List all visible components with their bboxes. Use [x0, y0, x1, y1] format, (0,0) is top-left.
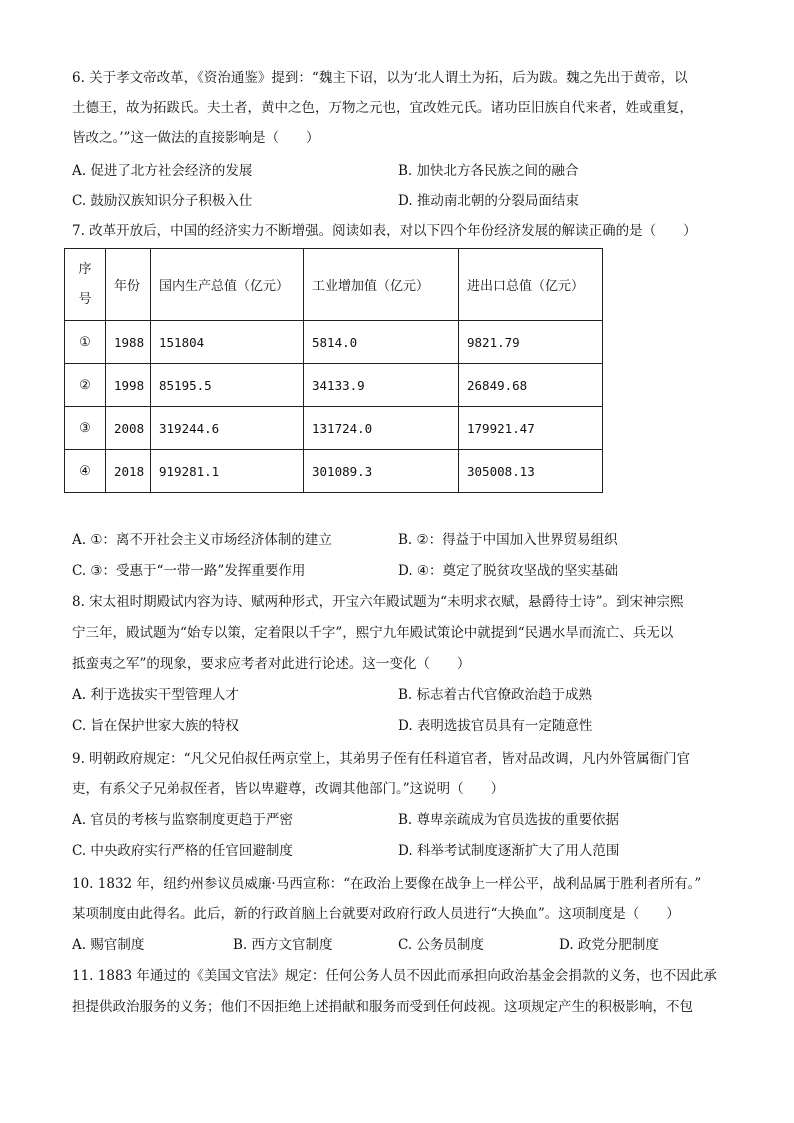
q7-option-d[interactable]: D. ④：奠定了脱贫攻坚战的坚实基础 — [398, 563, 619, 579]
economy-table — [64, 248, 603, 493]
header-seq — [65, 249, 106, 321]
q10-option-c[interactable]: C. 公务员制度 — [398, 937, 484, 953]
q8-stem-line-3: 抵蛮夷之军”的现象，要求应考者对此进行论述。这一变化（ ） — [72, 656, 471, 672]
q6-stem-line-2: 土德王，故为拓跋氏。夫土者，黄中之色，万物之元也，宜改姓元氏。诸功臣旧族自代来者，姓或重复， — [72, 100, 693, 116]
q9-stem-line-1: 9. 明朝政府规定：“凡父兄伯叔任两京堂上，其弟男子侄有任科道官者，皆对品改调，凡内外管属衙门官 — [72, 751, 691, 767]
row-industry: 5814.0 — [304, 321, 459, 364]
row-trade: 9821.79 — [459, 321, 603, 364]
row-seq: ③ — [65, 407, 106, 450]
q10-stem-line-1: 10. 1832 年，纽约州参议员威廉·马西宣称：“在政治上要像在战争上一样公平，战利品属于胜利者所有。” — [72, 876, 702, 892]
q9-option-a[interactable]: A. 官员的考核与监察制度更趋于严密 — [72, 812, 293, 828]
q9-option-d[interactable]: D. 科举考试制度逐渐扩大了用人范围 — [398, 843, 620, 859]
row-gdp: 85195.5 — [151, 364, 304, 407]
row-year: 2008 — [106, 407, 151, 450]
row-year: 1998 — [106, 364, 151, 407]
row-trade: 179921.47 — [459, 407, 603, 450]
row-seq: ① — [65, 321, 106, 364]
q6-option-c[interactable]: C. 鼓励汉族知识分子积极入仕 — [72, 193, 253, 209]
row-industry: 131724.0 — [304, 407, 459, 450]
table-header-row — [65, 249, 603, 321]
header-gdp: 国内生产总值（亿元） — [151, 249, 304, 321]
header-year: 年份 — [106, 249, 151, 321]
q7-option-b[interactable]: B. ②：得益于中国加入世界贸易组织 — [398, 532, 618, 548]
row-industry: 301089.3 — [304, 450, 459, 493]
q7-option-c[interactable]: C. ③：受惠于“一带一路”发挥重要作用 — [72, 563, 306, 579]
row-trade: 26849.68 — [459, 364, 603, 407]
q9-option-c[interactable]: C. 中央政府实行严格的任官回避制度 — [72, 843, 293, 859]
q10-option-b[interactable]: B. 西方文官制度 — [233, 937, 333, 953]
table-row — [65, 364, 603, 407]
q6-option-d[interactable]: D. 推动南北朝的分裂局面结束 — [398, 193, 579, 209]
row-gdp: 151804 — [151, 321, 304, 364]
table-row — [65, 321, 603, 364]
table-row — [65, 407, 603, 450]
q6-stem-line-1: 6. 关于孝文帝改革，《资治通鉴》提到：“魏主下诏，以为‘北人谓土为拓，后为跋。魏之先出于黄帝，以 — [72, 70, 688, 86]
row-year: 2018 — [106, 450, 151, 493]
row-gdp: 919281.1 — [151, 450, 304, 493]
q8-option-d[interactable]: D. 表明选拔官员具有一定随意性 — [398, 718, 593, 734]
q8-option-b[interactable]: B. 标志着古代官僚政治趋于成熟 — [398, 687, 593, 703]
q8-stem-line-1: 8. 宋太祖时期殿试内容为诗、赋两种形式，开宝六年殿试题为“未明求衣赋，悬爵待士诗”。到宋神宗熙 — [72, 594, 684, 610]
row-seq: ④ — [65, 450, 106, 493]
q11-stem-line-1: 11. 1883 年通过的《美国文官法》规定：任何公务人员不因此而承担向政治基金会捐款的义务，也不因此承 — [72, 968, 717, 984]
header-industry: 工业增加值（亿元） — [304, 249, 459, 321]
q6-option-a[interactable]: A. 促进了北方社会经济的发展 — [72, 163, 253, 179]
q11-stem-line-2: 担提供政治服务的义务；他们不因拒绝上述捐献和服务而受到任何歧视。这项规定产生的积极影响，不包 — [72, 999, 693, 1015]
q10-option-d[interactable]: D. 政党分肥制度 — [559, 937, 659, 953]
q6-stem-line-3: 皆改之。’”这一做法的直接影响是（ ） — [72, 130, 320, 146]
q8-stem-line-2: 宁三年，殿试题为“始专以策，定着限以千字”，熙宁九年殿试策论中就提到“民遇水旱而流亡、兵无以 — [72, 625, 674, 641]
q6-option-b[interactable]: B. 加快北方各民族之间的融合 — [398, 163, 579, 179]
q9-stem-line-2: 吏，有系父子兄弟叔侄者，皆以卑避尊，改调其他部门。”这说明（ ） — [72, 781, 505, 797]
row-year: 1988 — [106, 321, 151, 364]
q9-option-b[interactable]: B. 尊卑亲疏成为官员选拔的重要依据 — [398, 812, 620, 828]
header-seq-char-2: 号 — [78, 291, 92, 307]
row-seq: ② — [65, 364, 106, 407]
q8-option-c[interactable]: C. 旨在保护世家大族的特权 — [72, 718, 239, 734]
header-seq-char-1: 序 — [78, 261, 92, 277]
q10-option-a[interactable]: A. 赐官制度 — [72, 937, 145, 953]
row-trade: 305008.13 — [459, 450, 603, 493]
table-row — [65, 450, 603, 493]
q10-stem-line-2: 某项制度由此得名。此后，新的行政首脑上台就要对政府行政人员进行“大换血”。这项制度是（ ） — [72, 906, 680, 922]
q7-option-a[interactable]: A. ①：离不开社会主义市场经济体制的建立 — [72, 532, 332, 548]
header-trade: 进出口总值（亿元） — [459, 249, 603, 321]
q7-stem: 7. 改革开放后，中国的经济实力不断增强。阅读如表，对以下四个年份经济发展的解读正确的是（ ） — [72, 223, 697, 239]
q8-option-a[interactable]: A. 利于选拔实干型管理人才 — [72, 687, 239, 703]
row-industry: 34133.9 — [304, 364, 459, 407]
row-gdp: 319244.6 — [151, 407, 304, 450]
